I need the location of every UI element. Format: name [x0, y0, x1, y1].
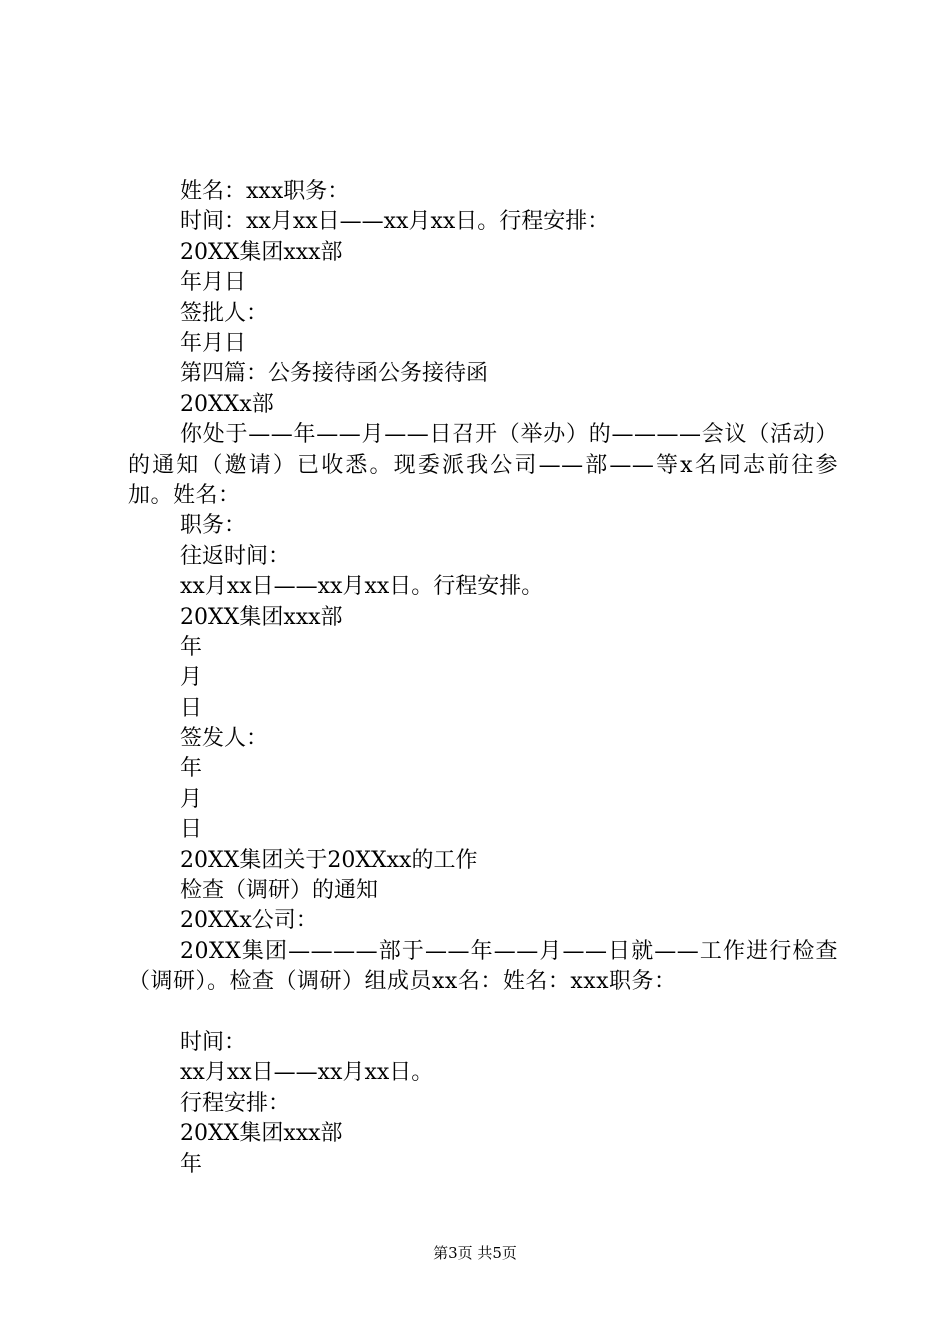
- text-line: 签批人：: [180, 300, 269, 326]
- text-line: xx月xx日——xx月xx日。: [180, 1060, 434, 1086]
- text-line: 签发人：: [180, 726, 269, 752]
- text-line: 日: [180, 817, 203, 843]
- text-line: 年: [180, 1151, 203, 1177]
- section-heading: 20XX集团关于20XXxx的工作: [180, 847, 478, 873]
- text-line: 月: [180, 786, 203, 812]
- text-line: 年: [180, 634, 203, 660]
- text-line: 时间：: [180, 1030, 247, 1056]
- text-line: 往返时间：: [180, 543, 291, 569]
- section-heading: 第四篇：公务接待函公务接待函: [180, 361, 489, 387]
- page-footer: 第3页 共5页: [433, 1244, 517, 1262]
- text-line: 20XX集团xxx部: [180, 239, 343, 265]
- text-line: 年月日: [180, 270, 247, 296]
- text-line: 20XXx公司：: [180, 908, 318, 934]
- text-line: 日: [180, 695, 203, 721]
- text-line: 20XXx部: [180, 391, 274, 417]
- text-line: 20XX集团xxx部: [180, 1121, 343, 1147]
- text-line: xx月xx日——xx月xx日。行程安排。: [180, 574, 544, 600]
- text-line: 姓名：xxx职务：: [180, 179, 350, 204]
- text-line: 20XX集团xxx部: [180, 604, 343, 630]
- text-line: 年月日: [180, 330, 247, 356]
- text-line: 月: [180, 665, 203, 691]
- text-line: 年: [180, 756, 203, 782]
- text-line: 职务：: [180, 513, 247, 539]
- document-body: [128, 177, 838, 1180]
- text-line: 时间：xx月xx日——xx月xx日。行程安排：: [180, 209, 610, 235]
- paragraph: 20XX集团————部于——年——月——日就——工作进行检查（调研）。检查（调研）组成员xx名：姓名：xxx职务：: [128, 938, 838, 995]
- text-line: 行程安排：: [180, 1090, 291, 1116]
- section-heading: 检查（调研）的通知: [180, 878, 379, 904]
- blank-line: [128, 998, 838, 1028]
- paragraph: 你处于——年——月——日召开（举办）的————会议（活动）的通知（邀请）已收悉。现委派我公司——部——等x名同志前往参加。姓名：: [128, 422, 838, 508]
